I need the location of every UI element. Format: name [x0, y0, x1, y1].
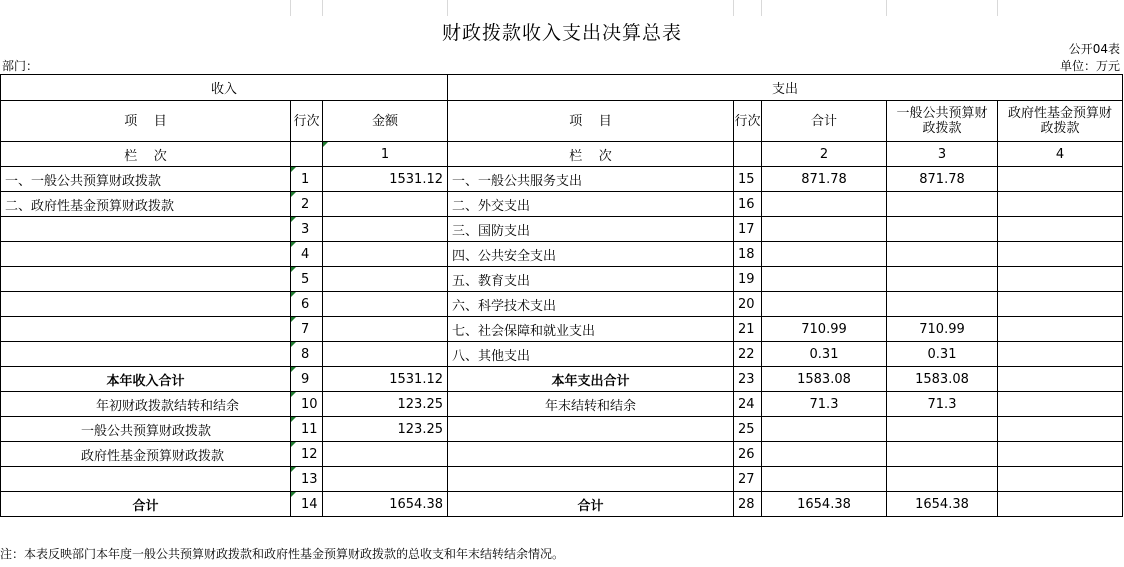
budget-summary-table: [0, 74, 1123, 517]
expense-total-cell: 1654.38: [762, 492, 887, 517]
department-label: 部门：: [2, 59, 39, 73]
expense-total-cell: [762, 217, 887, 242]
income-row-no-cell: 2: [291, 192, 323, 217]
income-amount-cell: 123.25: [323, 392, 448, 417]
expense-item-cell: [448, 442, 734, 467]
income-item-cell: 本年收入合计: [1, 367, 291, 392]
income-row-no-cell: 13: [291, 467, 323, 492]
expense-row-no-cell: 15: [734, 167, 762, 192]
expense-gov-fund-cell: [998, 467, 1123, 492]
income-row-no-cell: 14: [291, 492, 323, 517]
expense-gov-fund-cell: [998, 292, 1123, 317]
expense-total-cell: [762, 267, 887, 292]
expense-section-header: 支出: [448, 75, 1123, 101]
income-amount-header: 金额: [323, 101, 448, 142]
income-amount-cell: 1654.38: [323, 492, 448, 517]
expense-row-no-cell: 23: [734, 367, 762, 392]
expense-row-no-cell: 25: [734, 417, 762, 442]
income-row-no-cell: 5: [291, 267, 323, 292]
expense-gov-fund-cell: [998, 317, 1123, 342]
income-amount-cell: [323, 242, 448, 267]
income-row-no-cell: 10: [291, 392, 323, 417]
income-item-cell: 合计: [1, 492, 291, 517]
income-row-no-cell: 3: [291, 217, 323, 242]
income-amount-cell: [323, 342, 448, 367]
expense-general-budget-cell: [887, 192, 998, 217]
spreadsheet-top-gridlines: [0, 0, 1124, 16]
income-item-cell: [1, 342, 291, 367]
expense-total-cell: 71.3: [762, 392, 887, 417]
income-item-cell: [1, 317, 291, 342]
income-item-cell: [1, 467, 291, 492]
expense-row-no-cell: 26: [734, 442, 762, 467]
expense-gov-fund-header: 政府性基金预算财政拨款: [998, 101, 1123, 142]
expense-total-header: 合计: [762, 101, 887, 142]
expense-gov-fund-cell: [998, 242, 1123, 267]
income-item-cell: [1, 217, 291, 242]
income-amount-cell: [323, 217, 448, 242]
income-amount-cell: 1531.12: [323, 367, 448, 392]
expense-total-cell: [762, 192, 887, 217]
expense-row-no-cell: 20: [734, 292, 762, 317]
income-item-cell: 一、一般公共预算财政拨款: [1, 167, 291, 192]
expense-general-budget-cell: [887, 292, 998, 317]
income-row-no-header: 行次: [291, 101, 323, 142]
expense-gov-fund-cell: [998, 442, 1123, 467]
income-section-header: 收入: [1, 75, 448, 101]
expense-row-no-cell: 27: [734, 467, 762, 492]
expense-general-budget-cell: [887, 442, 998, 467]
income-item-cell: 政府性基金预算财政拨款: [1, 442, 291, 467]
expense-general-budget-cell: 0.31: [887, 342, 998, 367]
expense-row-no-cell: 24: [734, 392, 762, 417]
expense-col-3: 3: [887, 142, 998, 167]
expense-total-cell: 871.78: [762, 167, 887, 192]
table-row: [1, 392, 1123, 417]
expense-row-no-cell: 21: [734, 317, 762, 342]
income-amount-cell: [323, 317, 448, 342]
footnote: 注：本表反映部门本年度一般公共预算财政拨款和政府性基金预算财政拨款的总收支和年末结转结余情况。: [0, 547, 565, 561]
expense-item-cell: 本年支出合计: [448, 367, 734, 392]
expense-gov-fund-cell: [998, 267, 1123, 292]
income-amount-cell: [323, 267, 448, 292]
income-item-cell: [1, 267, 291, 292]
expense-item-cell: 二、外交支出: [448, 192, 734, 217]
expense-general-budget-cell: 871.78: [887, 167, 998, 192]
expense-total-cell: [762, 467, 887, 492]
expense-general-budget-header: 一般公共预算财政拨款: [887, 101, 998, 142]
expense-item-cell: 六、科学技术支出: [448, 292, 734, 317]
income-col-1: 1: [323, 142, 448, 167]
income-item-cell: 二、政府性基金预算财政拨款: [1, 192, 291, 217]
expense-gov-fund-cell: [998, 217, 1123, 242]
expense-gov-fund-cell: [998, 392, 1123, 417]
expense-row-no-cell: 18: [734, 242, 762, 267]
unit-label: 单位：万元: [1059, 59, 1120, 73]
expense-total-cell: [762, 442, 887, 467]
income-row-no-cell: 1: [291, 167, 323, 192]
expense-row-no-header: 行次: [734, 101, 762, 142]
income-row-no-cell: 6: [291, 292, 323, 317]
income-row-no-cell: 4: [291, 242, 323, 267]
income-item-cell: 年初财政拨款结转和结余: [1, 392, 291, 417]
income-amount-cell: 123.25: [323, 417, 448, 442]
expense-general-budget-cell: 710.99: [887, 317, 998, 342]
expense-general-budget-cell: [887, 242, 998, 267]
table-row: [1, 467, 1123, 492]
expense-general-budget-cell: 1654.38: [887, 492, 998, 517]
expense-general-budget-cell: 1583.08: [887, 367, 998, 392]
expense-gov-fund-cell: [998, 192, 1123, 217]
table-row: [1, 367, 1123, 392]
expense-item-header: 项 目: [448, 101, 734, 142]
expense-general-budget-cell: [887, 217, 998, 242]
income-amount-cell: [323, 192, 448, 217]
expense-item-cell: 年末结转和结余: [448, 392, 734, 417]
income-amount-cell: [323, 292, 448, 317]
expense-col-4: 4: [998, 142, 1123, 167]
income-row-no-cell: 7: [291, 317, 323, 342]
income-col-blank: [291, 142, 323, 167]
expense-item-cell: 合计: [448, 492, 734, 517]
table-row: [1, 342, 1123, 367]
income-row-no-cell: 11: [291, 417, 323, 442]
income-col-label: 栏 次: [1, 142, 291, 167]
expense-general-budget-cell: [887, 417, 998, 442]
column-header-row: [1, 101, 1123, 142]
income-row-no-cell: 9: [291, 367, 323, 392]
expense-total-cell: 1583.08: [762, 367, 887, 392]
income-item-cell: [1, 292, 291, 317]
table-row: [1, 292, 1123, 317]
table-row: [1, 492, 1123, 517]
income-row-no-cell: 12: [291, 442, 323, 467]
table-row: [1, 217, 1123, 242]
expense-total-cell: 710.99: [762, 317, 887, 342]
income-amount-cell: [323, 467, 448, 492]
income-item-cell: [1, 242, 291, 267]
expense-gov-fund-cell: [998, 367, 1123, 392]
income-row-no-cell: 8: [291, 342, 323, 367]
income-amount-cell: 1531.12: [323, 167, 448, 192]
expense-general-budget-cell: [887, 467, 998, 492]
expense-row-no-cell: 19: [734, 267, 762, 292]
expense-row-no-cell: 17: [734, 217, 762, 242]
expense-item-cell: [448, 467, 734, 492]
expense-item-cell: 五、教育支出: [448, 267, 734, 292]
expense-row-no-cell: 16: [734, 192, 762, 217]
income-item-header: 项 目: [1, 101, 291, 142]
section-header-row: [1, 75, 1123, 101]
expense-item-cell: 七、社会保障和就业支出: [448, 317, 734, 342]
expense-item-cell: 三、国防支出: [448, 217, 734, 242]
expense-row-no-cell: 28: [734, 492, 762, 517]
expense-gov-fund-cell: [998, 492, 1123, 517]
table-row: [1, 442, 1123, 467]
expense-total-cell: [762, 417, 887, 442]
table-row: [1, 417, 1123, 442]
income-item-cell: 一般公共预算财政拨款: [1, 417, 291, 442]
table-row: [1, 192, 1123, 217]
expense-general-budget-cell: 71.3: [887, 392, 998, 417]
expense-item-cell: 四、公共安全支出: [448, 242, 734, 267]
expense-total-cell: [762, 242, 887, 267]
expense-item-cell: 八、其他支出: [448, 342, 734, 367]
table-row: [1, 242, 1123, 267]
expense-general-budget-cell: [887, 267, 998, 292]
expense-total-cell: 0.31: [762, 342, 887, 367]
report-title: 财政拨款收入支出决算总表: [441, 22, 682, 44]
expense-gov-fund-cell: [998, 167, 1123, 192]
table-row: [1, 317, 1123, 342]
expense-col-blank: [734, 142, 762, 167]
expense-total-cell: [762, 292, 887, 317]
form-number: 公开04表: [1068, 42, 1120, 56]
column-number-row: [1, 142, 1123, 167]
expense-col-label: 栏 次: [448, 142, 734, 167]
income-amount-cell: [323, 442, 448, 467]
expense-row-no-cell: 22: [734, 342, 762, 367]
expense-item-cell: 一、一般公共服务支出: [448, 167, 734, 192]
expense-gov-fund-cell: [998, 342, 1123, 367]
expense-item-cell: [448, 417, 734, 442]
expense-col-2: 2: [762, 142, 887, 167]
expense-gov-fund-cell: [998, 417, 1123, 442]
table-row: [1, 267, 1123, 292]
table-row: [1, 167, 1123, 192]
